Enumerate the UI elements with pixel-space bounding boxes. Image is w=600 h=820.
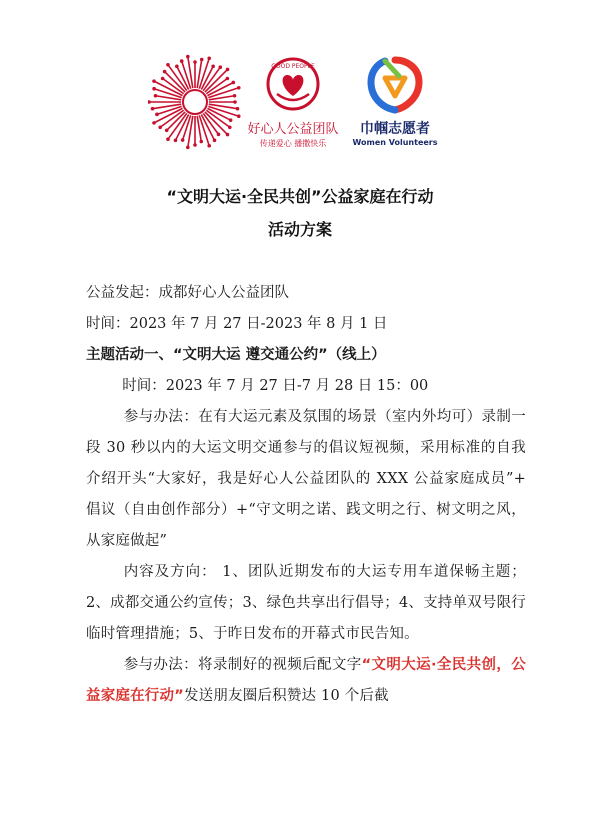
- sunburst-dot: [166, 137, 170, 141]
- sunburst-dot: [163, 70, 167, 74]
- participation2-prefix: 参与办法：将录制好的视频后配文字: [123, 657, 362, 673]
- participation2-suffix: 发送朋友圈后积赞达 10 个后截: [183, 688, 389, 704]
- women-volunteers-name-cn: 巾帼志愿者: [360, 121, 430, 137]
- sunburst-dot: [233, 94, 237, 98]
- sunburst-dot: [236, 107, 240, 111]
- sunburst-dot: [211, 65, 215, 69]
- activity1-time: 时间：2023 年 7 月 27 日-7 月 28 日 15：00: [122, 378, 429, 394]
- participation2-highlight: “文明大运·全民共创，公益家庭在行动”: [86, 657, 526, 704]
- sunburst-dot: [181, 138, 185, 142]
- sunburst-logo: [148, 54, 248, 154]
- page-title: “文明大运·全民共创”公益家庭在行动: [166, 187, 434, 206]
- sunburst-dot: [166, 63, 170, 67]
- sunburst-dot: [207, 56, 211, 60]
- sunburst-dot: [237, 114, 241, 118]
- sunburst-core: [183, 90, 207, 114]
- document-body: [86, 278, 526, 712]
- good-people-logo: [243, 56, 343, 156]
- sunburst-dot: [155, 113, 159, 117]
- sunburst-dot: [213, 139, 217, 143]
- sunburst-dot: [199, 140, 203, 144]
- women-volunteers-logo: [350, 54, 440, 154]
- sunburst-dot: [217, 133, 221, 137]
- sunburst-dot: [233, 100, 237, 104]
- sunburst-dot: [237, 86, 241, 90]
- time-line: 时间：2023 年 7 月 27 日-2023 年 8 月 1 日: [86, 316, 388, 332]
- sunburst-dot: [174, 139, 178, 143]
- sunburst-dot: [151, 107, 155, 111]
- sunburst-dot: [175, 65, 179, 69]
- logo-row: [0, 52, 600, 152]
- sunburst-dot: [154, 94, 158, 98]
- participation-paragraph-1: 参与办法：在有大运元素及氛围的场景（室内外均可）录制一段 30 秒以内的大运文明交通参与的倡议短视频，采用标准的自我介绍开头“大家好，我是好心人公益团队的 XXX 公益家庭成员”+ 倡议（自由创作部分）+“守文明之诺、践文明之行、树文明之风，从家庭做起”: [86, 409, 526, 549]
- sunburst-dot: [152, 79, 156, 83]
- sunburst-dot: [232, 81, 236, 85]
- good-people-name: 好心人公益团队: [247, 122, 339, 137]
- content-direction-paragraph: 内容及方向： 1、团队近期发布的大运专用车道保畅主题；2、成都交通公约宣传；3、绿色共享出行倡导；4、支持单双号限行临时管理措施；5、于昨日发布的开幕式市民告知。: [86, 564, 526, 642]
- sunburst-dot: [229, 118, 233, 122]
- participation-paragraph-2: [86, 650, 526, 712]
- good-people-badge-text: GOOD PEOPLE: [271, 63, 315, 70]
- sunburst-dot: [193, 143, 197, 147]
- sunburst-dot: [226, 133, 230, 137]
- sunburst-dot: [148, 100, 151, 104]
- sunburst-dot: [165, 128, 169, 132]
- sunburst-dot: [158, 125, 162, 129]
- activity1-heading: 主题活动一、“文明大运 遵交通公约”（线上）: [86, 347, 386, 363]
- page-subtitle: 活动方案: [267, 220, 332, 239]
- good-people-icon: [263, 56, 323, 112]
- sunburst-dot: [186, 55, 190, 59]
- organizer-line: 公益发起：成都好心人公益团队: [86, 285, 289, 301]
- sunburst-dot: [186, 146, 190, 150]
- women-volunteers-name-en: Women Volunteers: [352, 138, 438, 147]
- sunburst-dot: [207, 144, 211, 148]
- sunburst-icon: [148, 54, 248, 154]
- sunburst-dot: [193, 60, 197, 64]
- sunburst-dot: [226, 77, 230, 81]
- sunburst-dot: [226, 68, 230, 72]
- sunburst-dot: [152, 121, 156, 125]
- sunburst-dot: [200, 58, 204, 62]
- sunburst-dot: [218, 65, 222, 69]
- sunburst-dot: [180, 59, 184, 63]
- sunburst-dot: [161, 77, 165, 81]
- good-people-slogan: 传递爱心 播撒快乐: [259, 139, 327, 148]
- women-volunteers-icon: [363, 54, 427, 116]
- sunburst-dot: [152, 87, 156, 91]
- sunburst-dot: [228, 125, 232, 129]
